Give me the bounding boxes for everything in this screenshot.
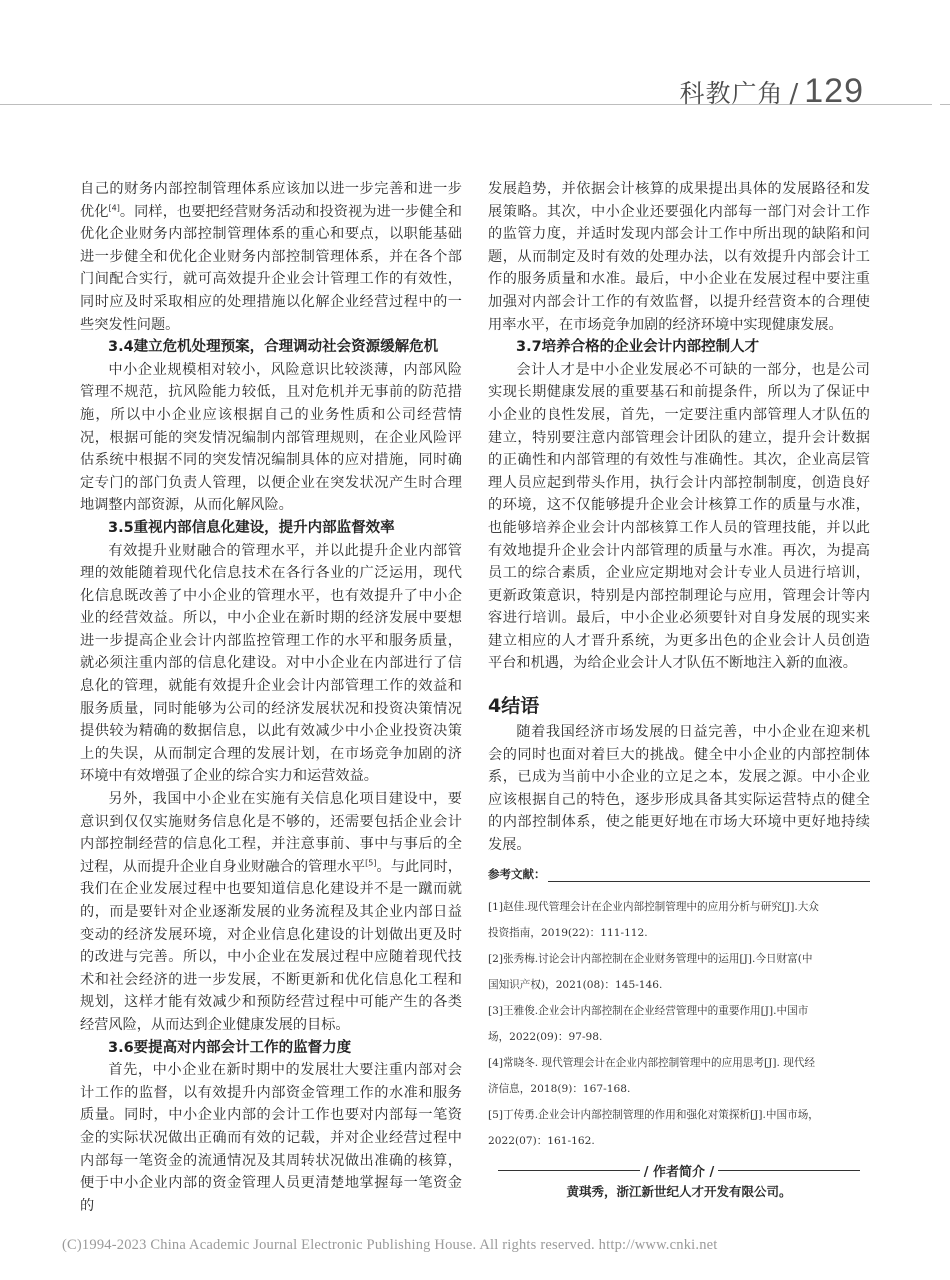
reference-line: 场，2022(09)：97-98. <box>488 1031 603 1043</box>
header-slash: / <box>789 79 799 109</box>
citation: [4] <box>108 202 120 212</box>
reference-line: [2]张秀梅.讨论会计内部控制在企业财务管理中的运用[J].今日财富(中 <box>488 953 813 965</box>
paragraph-text: 自己的财务内部控制管理体系应该加以进一步完善和进一步优化 <box>80 181 462 220</box>
section-heading-3-6: 3.6要提高对内部会计工作的监督力度 <box>108 1039 352 1056</box>
references-header <box>488 866 870 882</box>
section-heading-3-5: 3.5重视内部信息化建设，提升内部监督效率 <box>108 519 395 536</box>
journal-section-title: 科教广角 <box>679 79 784 108</box>
citation: [5] <box>365 858 377 868</box>
reference-line: [4]常晓冬. 现代管理会计在企业内部控制管理中的应用思考[J]. 现代经 <box>488 1057 816 1069</box>
paragraph-continued: 发展趋势，并依据会计核算的成果提出具体的发展路径和发展策略。其次，中小企业还要强化内部每一部门对会计工作的监管力度，并适时发现内部会计工作中所出现的缺陷和问题，从而制定及时有效的处理办法，以有效提升内部会计工作的服务质量和水准。最后，中小企业在发展过程中要注重加强对内部会计工作的有效监督，以提升经营资本的合理使用率水平，在市场竞争加剧的经济环境中实现健康发展。 <box>488 181 870 333</box>
reference-line: [1]赵佳.现代管理会计在企业内部控制管理中的应用分析与研究[J].大众 <box>488 901 819 913</box>
author-intro-header <box>498 1161 860 1180</box>
paragraph-text: 。同样，也要把经营财务活动和投资视为进一步健全和优化企业财务内部控制管理体系的重心和要点，以职能基础进一步健全和优化企业财务内部控制管理体系，并在各个部门间配合实行，就可高效提升企业会计管理工作的有效性，同时应及时采取相应的处理措施以化解企业经营过程中的一些突发性问题。 <box>80 203 462 333</box>
paragraph-3-5b <box>80 788 462 1037</box>
references-list <box>488 894 870 1154</box>
section-heading-3-4: 3.4建立危机处理预案，合理调动社会资源缓解危机 <box>108 339 439 356</box>
left-column <box>80 178 462 1217</box>
paragraph-conclusion: 随着我国经济市场发展的日益完善，中小企业在迎来机会的同时也面对着巨大的挑战。健全中小企业的内部控制体系，已成为当前中小企业的立足之本，发展之源。中小企业应该根据自己的特色，逐步形成具备其实际运营特点的健全的内部控制体系，使之能更好地在市场大环境中更好地持续发展。 <box>488 724 870 854</box>
paragraph-text: 另外，我国中小企业在实施有关信息化项目建设中，要意识到仅仅实施财务信息化是不够的，还需要包括企业会计内部控制经营的信息化工程，并注意事前、事中与事后的全过程，从而提升企业自身业财融合的管理水平 <box>80 791 462 875</box>
paragraph-3-7: 会计人才是中小企业发展必不可缺的一部分，也是公司实现长期健康发展的重要基石和前提条件，所以为了保证中小企业的良性发展，首先，一定要注重内部管理人才队伍的建立，特别要注意内部管理会计团队的建立，提升会计数据的正确性和内部管理的有效性与准确性。其次，企业高层管理人员应起到带头作用，执行会计内部控制制度，创造良好的环境，这不仅能够提升企业会计核算工作的质量与水准，也能够培养企业会计内部核算工作人员的管理技能，并以此有效地提升企业会计内部管理的质量与水准。再次，为提高员工的综合素质，企业应定期地对会计专业人员进行培训，更新政策意识，特别是内部控制理论与应用，管理会计等内容进行培训。最后，中小企业必须要针对自身发展的现实来建立相应的人才晋升系统，为更多出色的企业会计人员创造平台和机遇，为给企业会计人才队伍不断地注入新的血液。 <box>488 361 870 672</box>
references-title: 参考文献： <box>488 867 546 881</box>
section-heading-conclusion: 4结语 <box>488 695 540 718</box>
author-rule-left <box>498 1170 640 1171</box>
references-rule <box>548 871 871 882</box>
author-rule-right <box>718 1170 860 1171</box>
reference-line: [3]王雅俊.企业会计内部控制在企业经营管理中的重要作用[J].中国市 <box>488 1005 809 1017</box>
reference-line: 投资指南，2019(22)：111-112. <box>488 927 648 939</box>
right-column <box>488 178 870 857</box>
reference-line: 国知识产权)，2021(08)：145-146. <box>488 979 663 991</box>
running-header <box>679 72 864 111</box>
reference-line: [5]丁传勇.企业会计内部控制管理的作用和强化对策探析[J].中国市场， <box>488 1109 819 1121</box>
reference-line: 2022(07)：161-162. <box>488 1135 595 1147</box>
reference-line: 济信息，2018(9)：167-168. <box>488 1083 631 1095</box>
paragraph-3-6: 首先，中小企业在新时期中的发展壮大要注重内部对会计工作的监督，以有效提升内部资金管理工作的水准和服务质量。同时，中小企业内部的会计工作也要对内部每一笔资金的实际状况做出正确而有效的记载，并对企业经营过程中内部每一笔资金的流通情况及其周转状况做出准确的核算，便于中小企业内部的资金管理人员更清楚地掌握每一笔资金的 <box>80 1062 462 1214</box>
author-intro-label: / 作者简介 / <box>643 1165 715 1180</box>
paragraph-3-4: 中小企业规模相对较小，风险意识比较淡薄，内部风险管理不规范，抗风险能力较低，且对危机并无事前的防范措施，所以中小企业应该根据自己的业务性质和公司经营情况，根据可能的突发情况编制内部管理规则，在企业风险评估系统中根据不同的突发情况编制具体的应对措施，同时确定专门的部门负责人管理，以便企业在突发状况产生时合理地调整内部资源，从而化解风险。 <box>80 361 462 514</box>
header-rule-tick <box>940 104 950 105</box>
paragraph-3-5a: 有效提升业财融合的管理水平，并以此提升企业内部管理的效能随着现代化信息技术在各行各业的广泛运用，现代化信息既改善了中小企业的管理水平，也有效提升了中小企业的经营效益。所以，中小企业在新时期的经济发展中要想进一步提高企业会计内部监控管理工作的水平和服务质量，就必须注重内部的信息化建设。对中小企业在内部进行了信息化的管理，就能有效提升企业会计内部管理工作的效益和服务质量，同时能够为公司的经济发展状况和投资决策情况提供较为精确的数据信息，以此有效减少中小企业投资决策上的失误，从而制定合理的发展计划，在市场竞争加剧的济环境中有效增强了企业的综合实力和运营效益。 <box>80 542 462 785</box>
section-heading-3-7: 3.7培养合格的企业会计内部控制人才 <box>516 339 760 356</box>
paragraph-intro <box>80 178 462 336</box>
references-section <box>488 866 870 1154</box>
paragraph-text: 。与此同时，我们在企业发展过程中也要知道信息化建设并不是一蹴而就的，而是要针对企业逐渐发展的业务流程及其企业内部日益变动的经济发展环境，对企业信息化建设的计划做出更及时的改进与完善。所以，中小企业在发展过程中应随着现代技术和社会经济的进一步发展，不断更新和优化信息化工程和规划，这样才能有效减少和预防经营过程中可能产生的各类经营风险，从而达到企业健康发展的目标。 <box>80 858 462 1033</box>
page-number: 129 <box>804 72 864 110</box>
author-info: 黄琪秀，浙江新世纪人才开发有限公司。 <box>566 1184 792 1199</box>
copyright-footer: (C)1994-2023 China Academic Journal Electronic Publishing House. All rights reserved. http://www.cnki.net <box>62 1237 718 1253</box>
